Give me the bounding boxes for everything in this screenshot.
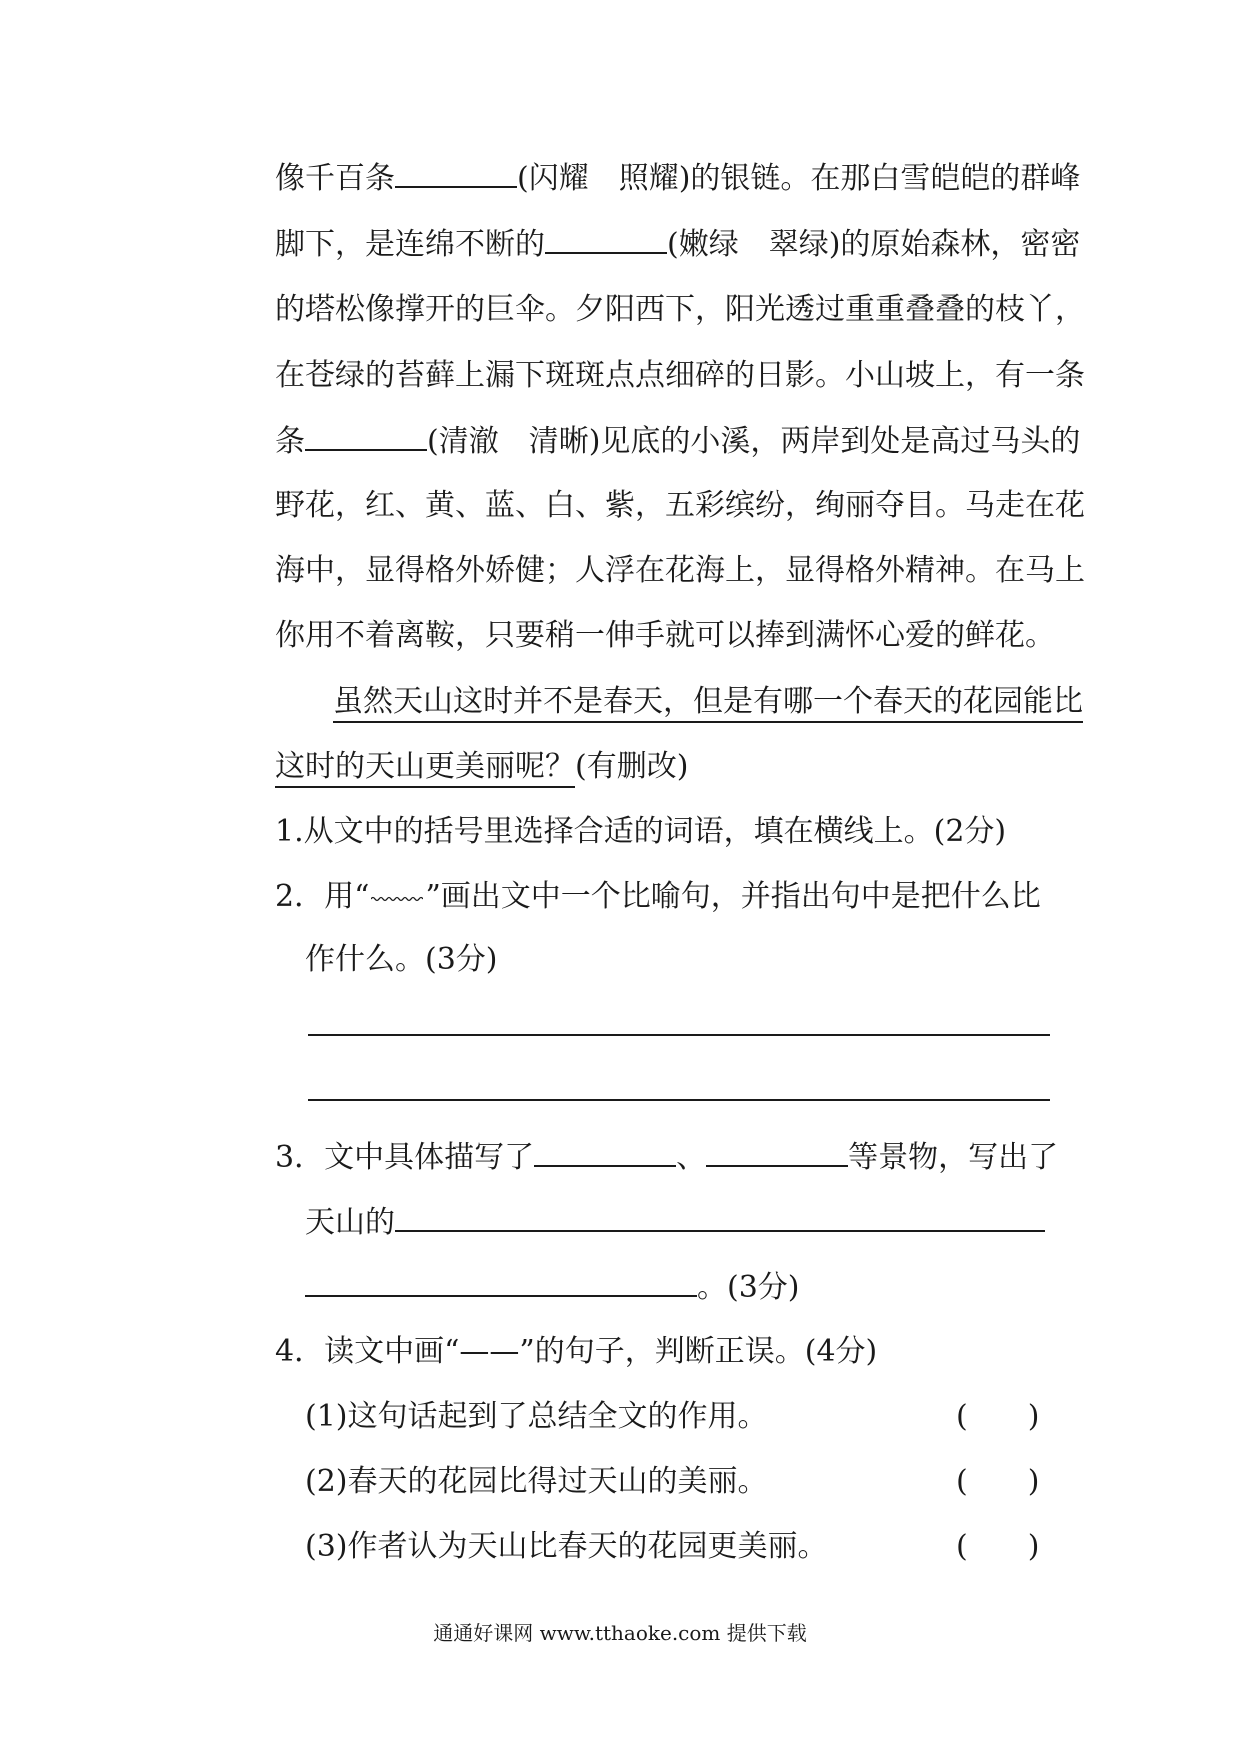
- question-1: 1.从文中的括号里选择合适的词语，填在横线上。(2分): [275, 814, 1007, 849]
- footer-source: 通通好课网 www.tthaoke.com 提供下载: [433, 1621, 807, 1645]
- question-3: [275, 1137, 1058, 1178]
- fill-blank-2[interactable]: [545, 224, 667, 254]
- question-text: 2．用“: [275, 879, 370, 914]
- question-4: 4．读文中画“——”的句子，判断正误。(4分): [275, 1334, 878, 1369]
- passage-text: (嫩绿 翠绿)的原始森林，密密: [667, 227, 1081, 262]
- question-text: 。(3分): [697, 1270, 800, 1305]
- wavy-underline-icon: [369, 878, 425, 906]
- passage-line-10: [275, 747, 688, 787]
- question-text: 等景物，写出了: [848, 1140, 1059, 1175]
- question-3-line-3: [305, 1267, 800, 1308]
- passage-line-2: [275, 224, 1080, 265]
- passage-text: 脚下，是连绵不断的: [275, 227, 545, 262]
- passage-text: 条: [275, 424, 305, 459]
- passage-text: 像千百条: [275, 161, 395, 196]
- judgement-answer-3[interactable]: ( ): [956, 1529, 1040, 1564]
- source-note: (有删改): [575, 749, 689, 784]
- underlined-sentence-part-2: 这时的天山更美丽呢？: [275, 749, 575, 788]
- passage-line-1: [275, 158, 1080, 199]
- passage-line-4: 在苍绿的苔藓上漏下斑斑点点细碎的日影。小山坡上，有一条: [275, 358, 1085, 393]
- judgement-item-1: (1)这句话起到了总结全文的作用。: [305, 1399, 768, 1434]
- question-2-continued: 作什么。(3分): [305, 942, 498, 977]
- passage-text: (闪耀 照耀)的银链。在那白雪皑皑的群峰: [517, 161, 1081, 196]
- question-text: 天山的: [305, 1205, 395, 1240]
- question-text: ”画出文中一个比喻句，并指出句中是把什么比: [425, 879, 1041, 914]
- answer-line-2[interactable]: [308, 1099, 1050, 1101]
- fill-blank-feature-cont[interactable]: [305, 1267, 697, 1297]
- judgement-answer-2[interactable]: ( ): [956, 1464, 1040, 1499]
- answer-line-1[interactable]: [308, 1034, 1050, 1036]
- passage-line-5: [275, 421, 1080, 462]
- passage-line-8: 你用不着离鞍，只要稍一伸手就可以捧到满怀心爱的鲜花。: [275, 618, 1055, 653]
- question-3-line-2: [305, 1202, 1045, 1243]
- question-text: 3．文中具体描写了: [275, 1140, 535, 1175]
- question-text: 、: [676, 1140, 707, 1175]
- fill-blank-scenery-1[interactable]: [534, 1137, 676, 1167]
- passage-text: (清澈 清晰)见底的小溪，两岸到处是高过马头的: [427, 424, 1081, 459]
- passage-line-9: [333, 682, 1083, 722]
- fill-blank-3[interactable]: [305, 421, 427, 451]
- underlined-sentence-part-1: 虽然天山这时并不是春天，但是有哪一个春天的花园能比: [333, 684, 1083, 723]
- passage-line-6: 野花，红、黄、蓝、白、紫，五彩缤纷，绚丽夺目。马走在花: [275, 488, 1085, 523]
- passage-line-3: 的塔松像撑开的巨伞。夕阳西下，阳光透过重重叠叠的枝丫，: [275, 292, 1085, 327]
- judgement-item-3: (3)作者认为天山比春天的花园更美丽。: [305, 1529, 828, 1564]
- passage-line-7: 海中，显得格外娇健；人浮在花海上，显得格外精神。在马上: [275, 553, 1085, 588]
- judgement-answer-1[interactable]: ( ): [956, 1399, 1040, 1434]
- fill-blank-feature[interactable]: [395, 1202, 1045, 1232]
- judgement-item-2: (2)春天的花园比得过天山的美丽。: [305, 1464, 768, 1499]
- fill-blank-1[interactable]: [395, 158, 517, 188]
- question-2: [275, 877, 1041, 917]
- fill-blank-scenery-2[interactable]: [706, 1137, 848, 1167]
